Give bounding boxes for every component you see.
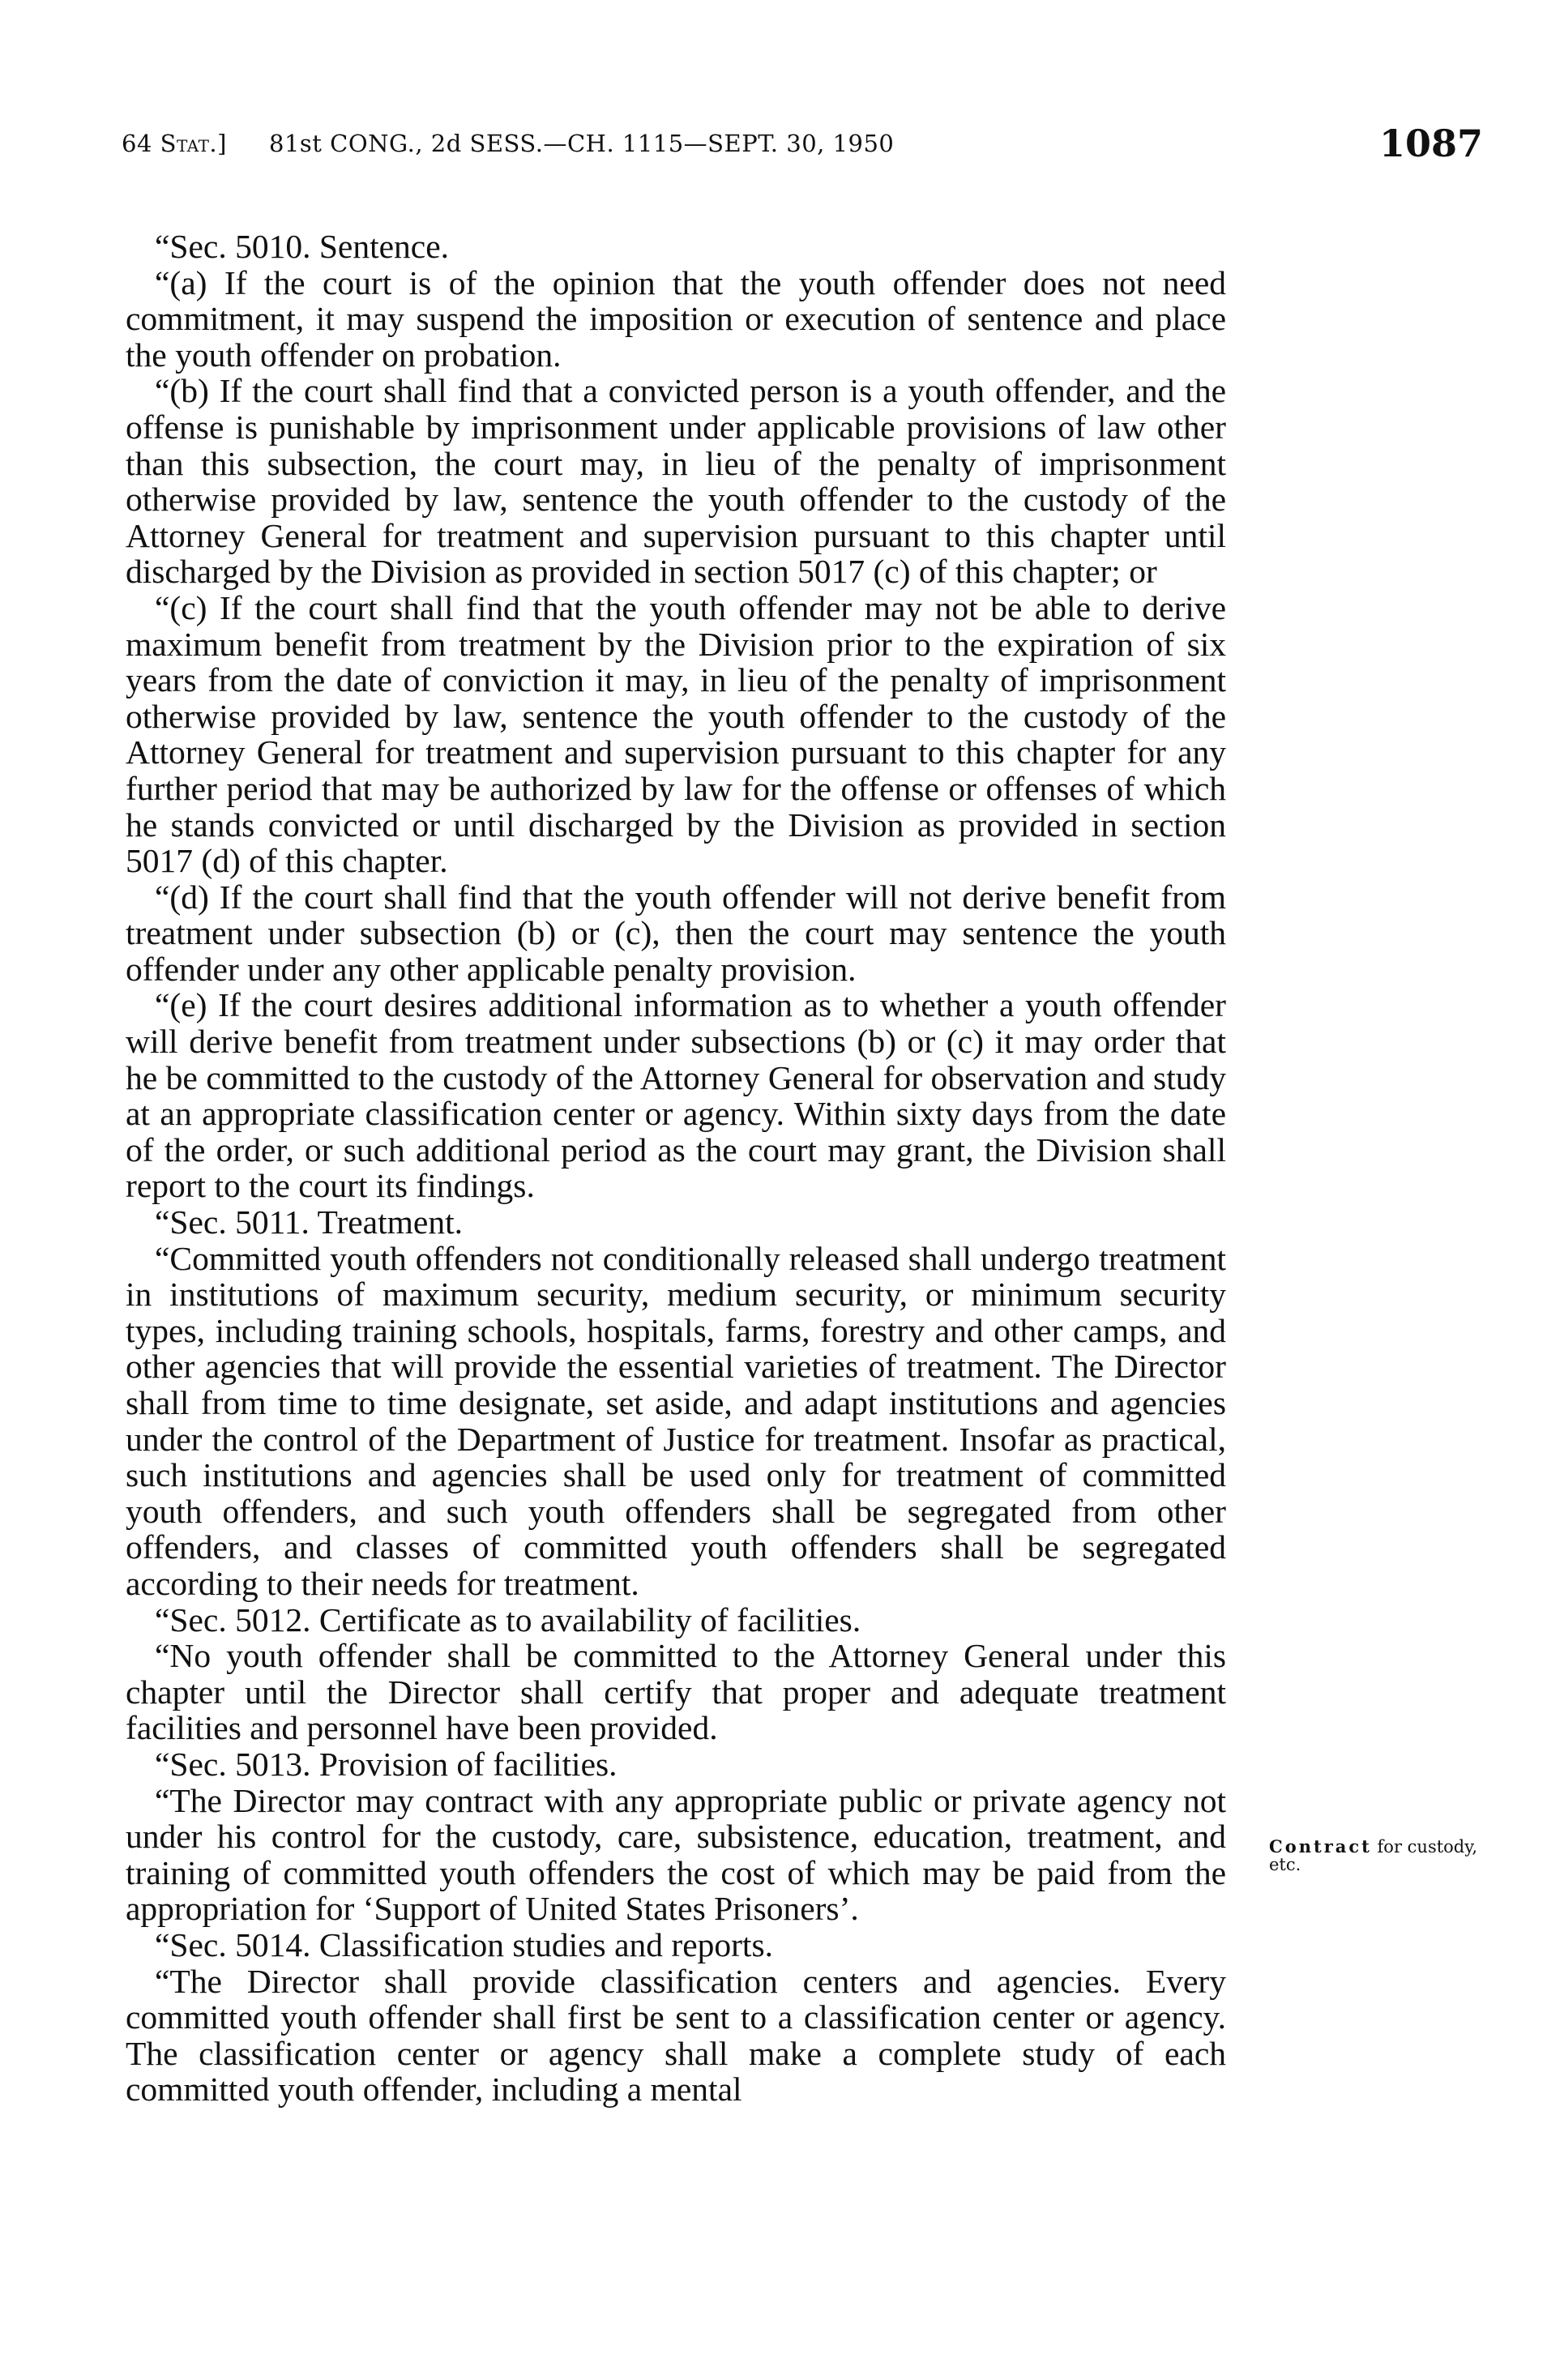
session-chapter-date: 81st CONG., 2d SESS.—CH. 1115—SEPT. 30, 1950 [269,130,895,157]
margin-note-rest: for custody, etc. [1269,1837,1478,1874]
section-heading-5012: “Sec. 5012. Certificate as to availability of facilities. [155,1600,861,1639]
paragraph-5014: “The Director shall provide classification centers and agencies. Every committed youth offender shall first be sent to a classification center or agency. The classification center or agency shall make a complete study of each committed youth offender, including a mental [126,1962,1226,2109]
section-heading-5010: “Sec. 5010. Sentence. [155,228,450,265]
margin-note-bold: Contract [1269,1836,1372,1857]
running-header [122,122,1483,170]
section-heading-5014: “Sec. 5014. Classification studies and reports. [155,1925,773,1963]
text-column [126,229,1226,2108]
paragraph-5010-d: “(d) If the court shall find that the youth offender will not derive benefit from treatment under subsection (b) or (c), then the court may sentence the youth offender under any other applicable penalty provision. [126,878,1226,988]
section-heading-5013: “Sec. 5013. Provision of facilities. [155,1745,618,1783]
page-number: 1087 [1378,122,1483,165]
paragraph-5013: “The Director may contract with any appropriate public or private agency not under his control for the custody, care, subsistence, education, treatment, and training of committed youth offenders the cost of which may be paid from the appropriation for ‘Support of United States Prisoners’. [126,1781,1226,1928]
paragraph-5010-c: “(c) If the court shall find that the youth offender may not be able to derive maximum benefit from treatment by the Division prior to the expiration of six years from the date of conviction it may, in lieu of the penalty of imprisonment otherwise provided by law, sentence the youth offender to the custody of the Attorney General for treatment and supervision pursuant to this chapter for any further period that may be authorized by law for the offense or offenses of which he stands convicted or until discharged by the Division as provided in section 5017 (d) of this chapter. [126,588,1226,880]
paragraph-5010-e: “(e) If the court desires additional information as to whether a youth offender will derive benefit from treatment under subsections (b) or (c) it may order that he be committed to the custody of the Attorney General for observation and study at an appropriate classification center or agency. Within sixty days from the date of the order, or such additional period as the court may grant, the Division shall report to the court its findings. [126,986,1226,1205]
statute-volume: 64 Stat.] [122,130,227,157]
paragraph-5010-a: “(a) If the court is of the opinion that the youth offender does not need commitment, it may suspend the imposition or execution of sentence and place the youth offender on probation. [126,263,1226,374]
paragraph-5012: “No youth offender shall be committed to the Attorney General under this chapter until the Director shall certify that proper and adequate treatment facilities and personnel have been provided. [126,1637,1226,1747]
section-heading-5011: “Sec. 5011. Treatment. [155,1203,463,1241]
paragraph-5010-b: “(b) If the court shall find that a convicted person is a youth offender, and the offense is punishable by imprisonment under applicable provisions of law other than this subsection, the court may, in lieu of the penalty of imprisonment otherwise provided by law, sentence the youth offender to the custody of the Attorney General for treatment and supervision pursuant to this chapter until discharged by the Division as provided in section 5017 (c) of this chapter; or [126,372,1226,591]
paragraph-5011: “Committed youth offenders not conditionally released shall undergo treatment in institutions of maximum security, medium security, or minimum security types, including training schools, hospitals, farms, forestry and other camps, and other agencies that will provide the essential varieties of treatment. The Director shall from time to time designate, set aside, and adapt institutions and agencies under the control of the Department of Justice for treatment. Insofar as practical, such institutions and agencies shall be used only for treatment of committed youth offenders, and such youth offenders shall be segregated from other offenders, and classes of committed youth offenders shall be segregated according to their needs for treatment. [126,1239,1226,1602]
margin-note [1269,1838,1512,1874]
